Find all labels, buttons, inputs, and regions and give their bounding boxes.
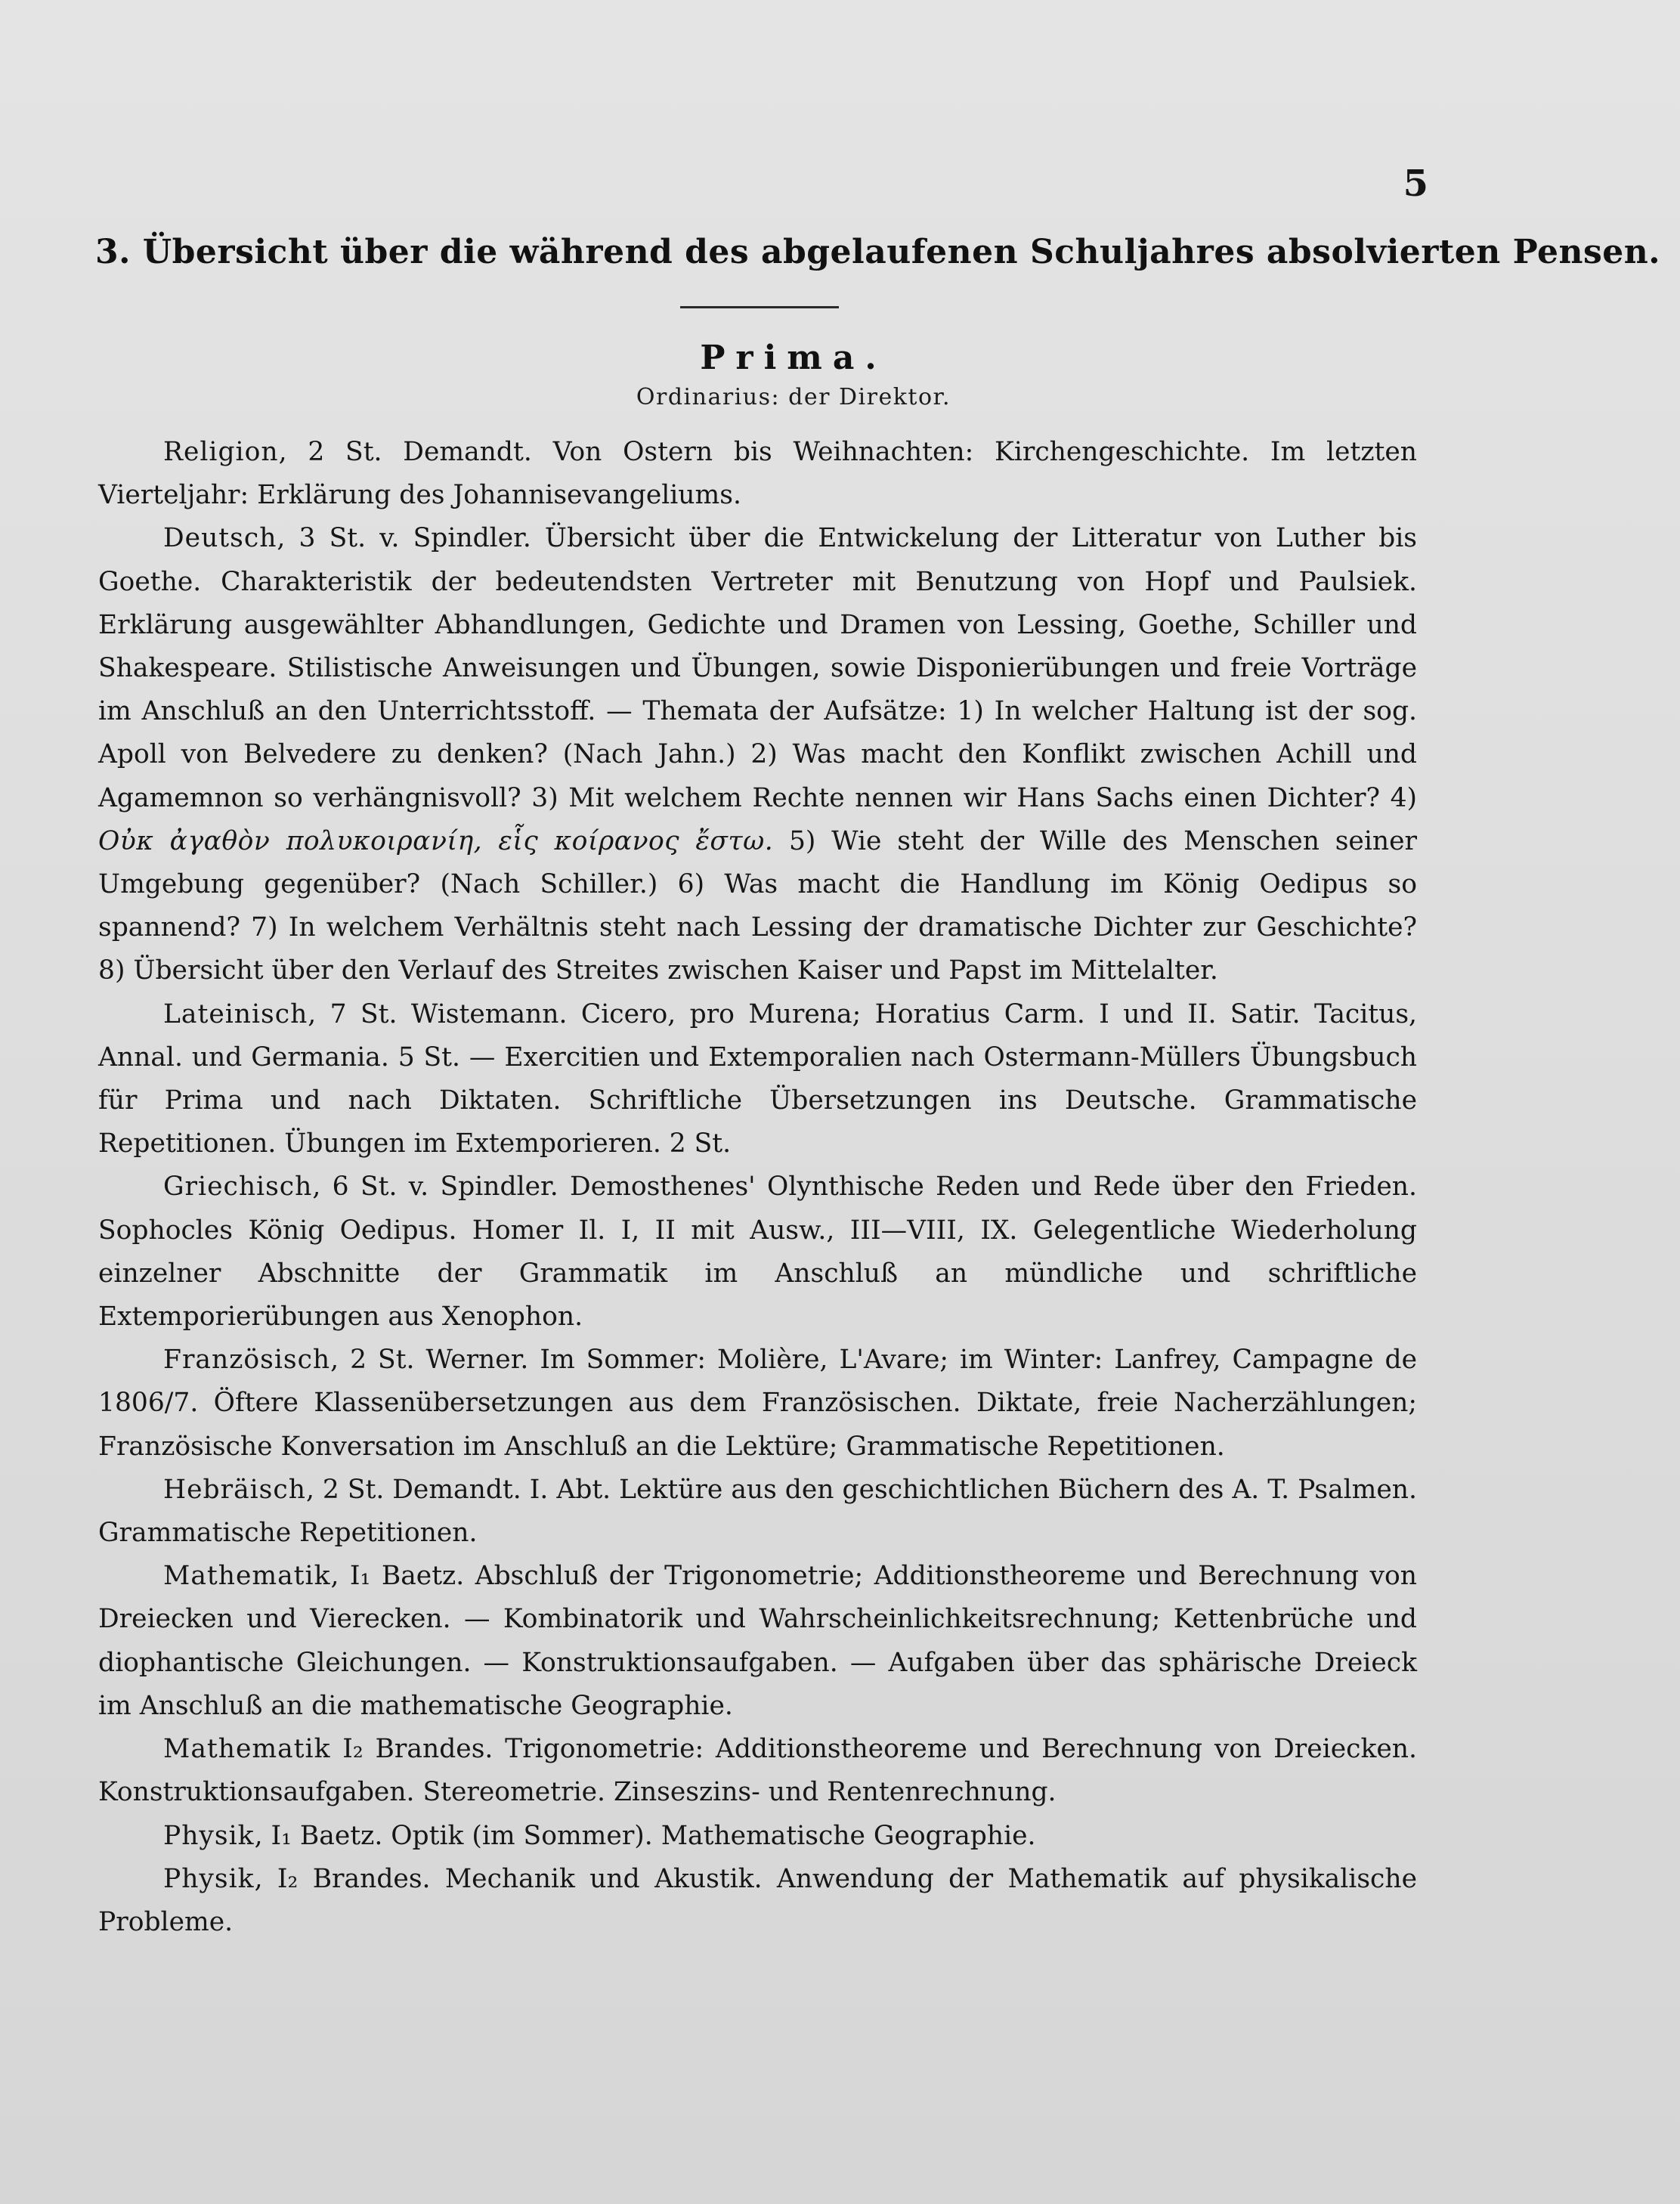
subject-label: Deutsch <box>163 523 277 554</box>
page-number: 5 <box>1403 163 1428 205</box>
greek-quotation: Οὐκ ἀγαθὸν πολυκοιρανίη, εἷς κοίρανος ἔστω. <box>98 825 774 856</box>
subject-label: Physik <box>163 1863 255 1894</box>
paragraph-text: , 2 St. Demandt. Von Ostern bis Weihnachten: Kirchengeschichte. Im letzten Vierteljahr: Erklärung des Johannisevangeliums. <box>98 437 1417 511</box>
subject-label: Griechisch <box>163 1172 313 1203</box>
paragraph-text: , 2 St. Demandt. I. Abt. Lektüre aus den geschichtlichen Büchern des A. T. Psalmen. Grammatische Repetitionen. <box>98 1474 1417 1549</box>
section-title: 3. Übersicht über die während des abgelaufenen Schuljahres absolvierten Pensen. <box>95 233 1661 271</box>
paragraph-text: , I₁ Baetz. Optik (im Sommer). Mathematische Geographie. <box>254 1820 1036 1851</box>
subject-label: Mathematik <box>163 1734 331 1765</box>
subject-label: Mathematik <box>163 1561 331 1592</box>
paragraph-deutsch <box>98 517 1417 992</box>
ordinarius-line: Ordinarius: der Direktor. <box>636 384 951 410</box>
paragraph-text-continued: 5) Wie steht der Wille des Menschen seiner Umgebung gegenüber? (Nach Schiller.) 6) Was macht die Handlung im König Oedipus so spannend? 7) In welchem Verhältnis steht nach Lessing der dramatische Dichter zur Geschichte? 8) Übersicht über den Verlauf des Streites zwischen Kaiser und Papst im Mittelalter. <box>98 825 1417 986</box>
paragraph-hebraeisch <box>98 1469 1417 1555</box>
paragraph-mathematik-i1 <box>98 1555 1417 1728</box>
class-heading: Prima. <box>700 339 887 377</box>
subject-label: Lateinisch <box>163 998 308 1029</box>
paragraph-lateinisch <box>98 993 1417 1166</box>
paragraph-text: , I₁ Baetz. Abschluß der Trigonometrie; Additionstheoreme und Berechnung von Dreiecken und Vierecken. — Kombinatorik und Wahrscheinlichkeitsrechnung; Kettenbrüche und diophantische Gleichungen. — Konstruktionsaufgaben. — Aufgaben über das sphärische Dreieck im Anschluß an die mathematische Geographie. <box>98 1561 1417 1721</box>
subject-label: Physik <box>163 1820 255 1851</box>
paragraph-text: , 6 St. v. Spindler. Demosthenes' Olynthische Reden und Rede über den Frieden. Sophocles König Oedipus. Homer Il. I, II mit Ausw., III—VIII, IX. Gelegentliche Wiederholung einzelner Abschnitte der Grammatik im Anschluß an mündliche und schriftliche Extemporierübungen aus Xenophon. <box>98 1172 1417 1333</box>
subject-label: Religion <box>163 437 279 467</box>
paragraph-physik-i2 <box>98 1858 1417 1944</box>
paragraph-text: , I₂ Brandes. Mechanik und Akustik. Anwendung der Mathematik auf physikalische Probleme. <box>98 1863 1417 1937</box>
paragraph-griechisch <box>98 1165 1417 1339</box>
subject-label: Französisch <box>163 1345 331 1376</box>
paragraph-religion <box>98 431 1417 517</box>
paragraph-mathematik-i2 <box>98 1728 1417 1814</box>
paragraph-text: I₂ Brandes. Trigonometrie: Additionstheoreme und Berechnung von Dreiecken. Konstruktionsaufgaben. Stereometrie. Zinseszins- und Rentenrechnung. <box>98 1734 1417 1808</box>
subject-label: Hebräisch <box>163 1474 306 1505</box>
paragraph-text: , 3 St. v. Spindler. Übersicht über die Entwickelung der Litteratur von Luther bis Goethe. Charakteristik der bedeutendsten Vertreter mit Benutzung von Hopf und Paulsiek. Erklärung ausgewählter Abhandlungen, Gedichte und Dramen von Lessing, Goethe, Schiller und Shakespeare. Stilistische Anweisungen und Übungen, sowie Disponierübungen und freie Vorträge im Anschluß an den Unterrichtsstoff. — Themata der Aufsätze: 1) In welcher Haltung ist der sog. Apoll von Belvedere zu denken? (Nach Jahn.) 2) Was macht den Konflikt zwischen Achill und Agamemnon so verhängnisvoll? 3) Mit welchem Rechte nennen wir Hans Sachs einen Dichter? 4) <box>98 523 1417 813</box>
paragraph-text: , 2 St. Werner. Im Sommer: Molière, L'Avare; im Winter: Lanfrey, Campagne de 1806/7. Öftere Klassenübersetzungen aus dem Französischen. Diktate, freie Nacherzählungen; Französische Konversation im Anschluß an die Lektüre; Grammatische Repetitionen. <box>98 1345 1417 1462</box>
curriculum-body <box>98 431 1417 1944</box>
paragraph-physik-i1 <box>98 1815 1417 1858</box>
title-divider <box>680 306 839 308</box>
paragraph-text: , 7 St. Wistemann. Cicero, pro Murena; Horatius Carm. I und II. Satir. Tacitus, Annal. und Germania. 5 St. — Exercitien und Extemporalien nach Ostermann-Müllers Übungsbuch für Prima und nach Diktaten. Schriftliche Übersetzungen ins Deutsche. Grammatische Repetitionen. Übungen im Extemporieren. 2 St. <box>98 998 1417 1159</box>
paragraph-franzoesisch <box>98 1339 1417 1469</box>
